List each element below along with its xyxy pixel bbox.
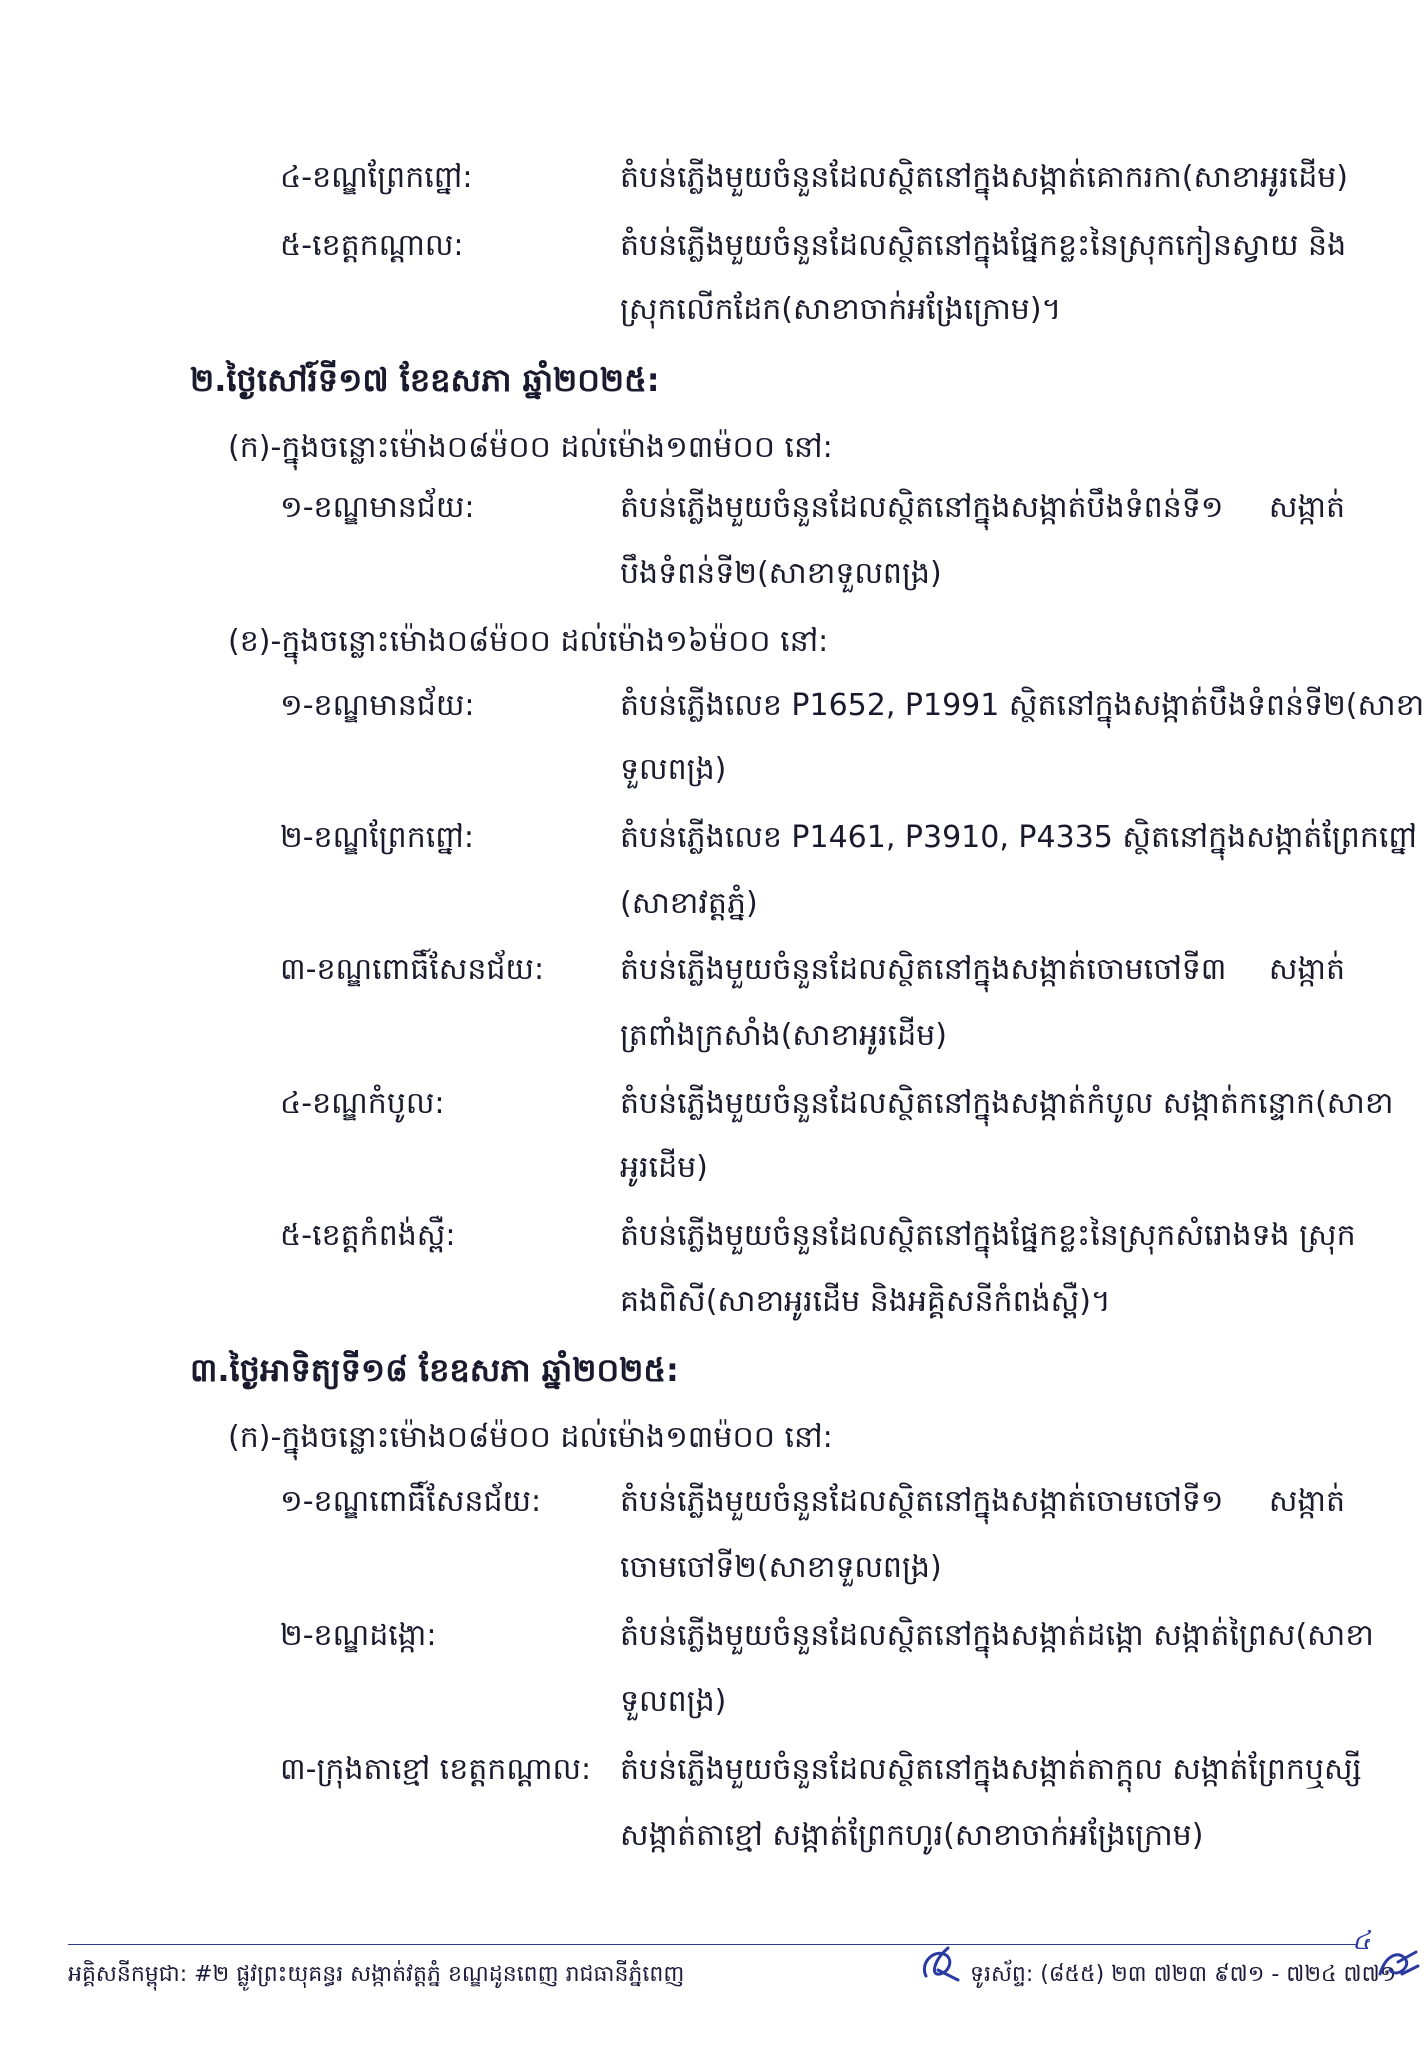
item-description: តំបន់ភ្លើងមួយចំនួនដែលស្ថិតនៅក្នុងសង្កាត់គោករកា(សាខាអូរដើម) — [620, 160, 1348, 195]
item-description-cont: ចោមចៅទី២(សាខាទួលពង្រ) — [620, 1550, 942, 1585]
section-heading: ៣.ថ្ងៃអាទិត្យទី១៨ ខែឧសភា ឆ្នាំ២០២៥: — [190, 1351, 679, 1389]
item-description-cont: ត្រពាំងក្រសាំង(សាខាអូរដើម) — [620, 1018, 947, 1053]
item-description-cont: (សាខាវត្តភ្នំ) — [620, 886, 758, 921]
item-label: ២-ខណ្ឌព្រែកព្នៅ: — [280, 820, 474, 855]
item-description-cont: ទួលពង្រ) — [620, 1684, 727, 1719]
item-description: តំបន់ភ្លើងមួយចំនួនដែលស្ថិតនៅក្នុងសង្កាត់ចោមចៅទី៣ សង្កាត់ — [620, 952, 1345, 987]
item-label: ៣-ក្រុងតាខ្មៅ ខេត្តកណ្ដាល: — [280, 1752, 592, 1787]
footer-phone: ទូរស័ព្ទ: (៨៥៥) ២៣ ៧២៣ ៩៧១ - ៧២៤ ៧៧១ — [970, 1962, 1397, 1987]
item-description-cont: ទួលពង្រ) — [620, 752, 727, 787]
item-description-cont: ស្រុកលើកដែក(សាខាចាក់អង្រែក្រោម)។ — [620, 292, 1062, 327]
item-label: ៤-ខណ្ឌកំបូល: — [280, 1086, 445, 1121]
item-description: តំបន់ភ្លើងមួយចំនួនដែលស្ថិតនៅក្នុងសង្កាត់បឹងទំពន់ទី១ សង្កាត់ — [620, 490, 1345, 525]
handwritten-initial-mark — [918, 1940, 964, 1984]
item-label: ៥-ខេត្តកណ្តាល: — [280, 228, 464, 263]
item-description: តំបន់ភ្លើងមួយចំនួនដែលស្ថិតនៅក្នុងសង្កាត់ចោមចៅទី១ សង្កាត់ — [620, 1484, 1345, 1519]
section-heading: ២.ថ្ងៃសៅរ៍ទី១៧ ខែឧសភា ឆ្នាំ២០២៥: — [190, 361, 660, 399]
item-description-cont: បឹងទំពន់ទី២(សាខាទួលពង្រ) — [620, 556, 942, 591]
time-range-heading: (ក)-ក្នុងចន្លោះម៉ោង០៨ម៉០០ ដល់ម៉ោង១៣ម៉០០ នៅ: — [228, 430, 833, 465]
footer-rule — [68, 1944, 1358, 1945]
item-description-cont: សង្កាត់តាខ្មៅ សង្កាត់ព្រែកហូរ(សាខាចាក់អង្រែក្រោម) — [620, 1818, 1204, 1853]
item-label: ៥-ខេត្តកំពង់ស្ពឺ: — [280, 1218, 456, 1253]
time-range-heading: (ក)-ក្នុងចន្លោះម៉ោង០៨ម៉០០ ដល់ម៉ោង១៣ម៉០០ នៅ: — [228, 1420, 833, 1455]
item-description: តំបន់ភ្លើងលេខ P1652, P1991 ស្ថិតនៅក្នុងសង្កាត់បឹងទំពន់ទី២(សាខា — [620, 688, 1425, 723]
footer-address: អគ្គិសនីកម្ពុជា: #២ ផ្លូវព្រះយុគន្ធរ សង្កាត់វត្តភ្នំ ខណ្ឌដូនពេញ រាជធានីភ្នំពេញ — [68, 1962, 685, 1987]
handwritten-signature-mark — [1376, 1944, 1420, 1984]
item-description: តំបន់ភ្លើងមួយចំនួនដែលស្ថិតនៅក្នុងផ្នែកខ្លះនៃស្រុកសំរោងទង ស្រុក — [620, 1218, 1356, 1253]
item-description-cont: គងពិសី(សាខាអូរដើម និងអគ្គិសនីកំពង់ស្ពឺ)។ — [620, 1284, 1111, 1319]
item-label: ១-ខណ្ឌពោធិ៍សែនជ័យ: — [280, 1484, 542, 1519]
item-label: ៤-ខណ្ឌព្រែកព្នៅ: — [280, 160, 473, 195]
item-description: តំបន់ភ្លើងមួយចំនួនដែលស្ថិតនៅក្នុងសង្កាត់តាក្ដុល សង្កាត់ព្រែកឬស្សី — [620, 1752, 1362, 1787]
time-range-heading: (ខ)-ក្នុងចន្លោះម៉ោង០៨ម៉០០ ដល់ម៉ោង១៦ម៉០០ នៅ: — [228, 624, 829, 659]
item-label: ២-ខណ្ឌដង្កោ: — [280, 1618, 437, 1653]
item-description-cont: អូរដើម) — [620, 1150, 708, 1185]
item-label: ១-ខណ្ឌមានជ័យ: — [280, 490, 475, 525]
item-description: តំបន់ភ្លើងមួយចំនួនដែលស្ថិតនៅក្នុងសង្កាត់ដង្កោ សង្កាត់ព្រៃស(សាខា — [620, 1618, 1374, 1653]
item-label: ៣-ខណ្ឌពោធិ៍សែនជ័យ: — [280, 952, 545, 987]
item-description: តំបន់ភ្លើងមួយចំនួនដែលស្ថិតនៅក្នុងផ្នែកខ្លះនៃស្រុកកៀនស្វាយ និង — [620, 228, 1347, 263]
item-description: តំបន់ភ្លើងលេខ P1461, P3910, P4335 ស្ថិតនៅក្នុងសង្កាត់ព្រែកព្នៅ — [620, 820, 1417, 855]
item-description: តំបន់ភ្លើងមួយចំនួនដែលស្ថិតនៅក្នុងសង្កាត់កំបូល សង្កាត់កន្ទោក(សាខា — [620, 1086, 1394, 1121]
item-label: ១-ខណ្ឌមានជ័យ: — [280, 688, 475, 723]
page-number: ៤ — [1352, 1926, 1371, 1956]
